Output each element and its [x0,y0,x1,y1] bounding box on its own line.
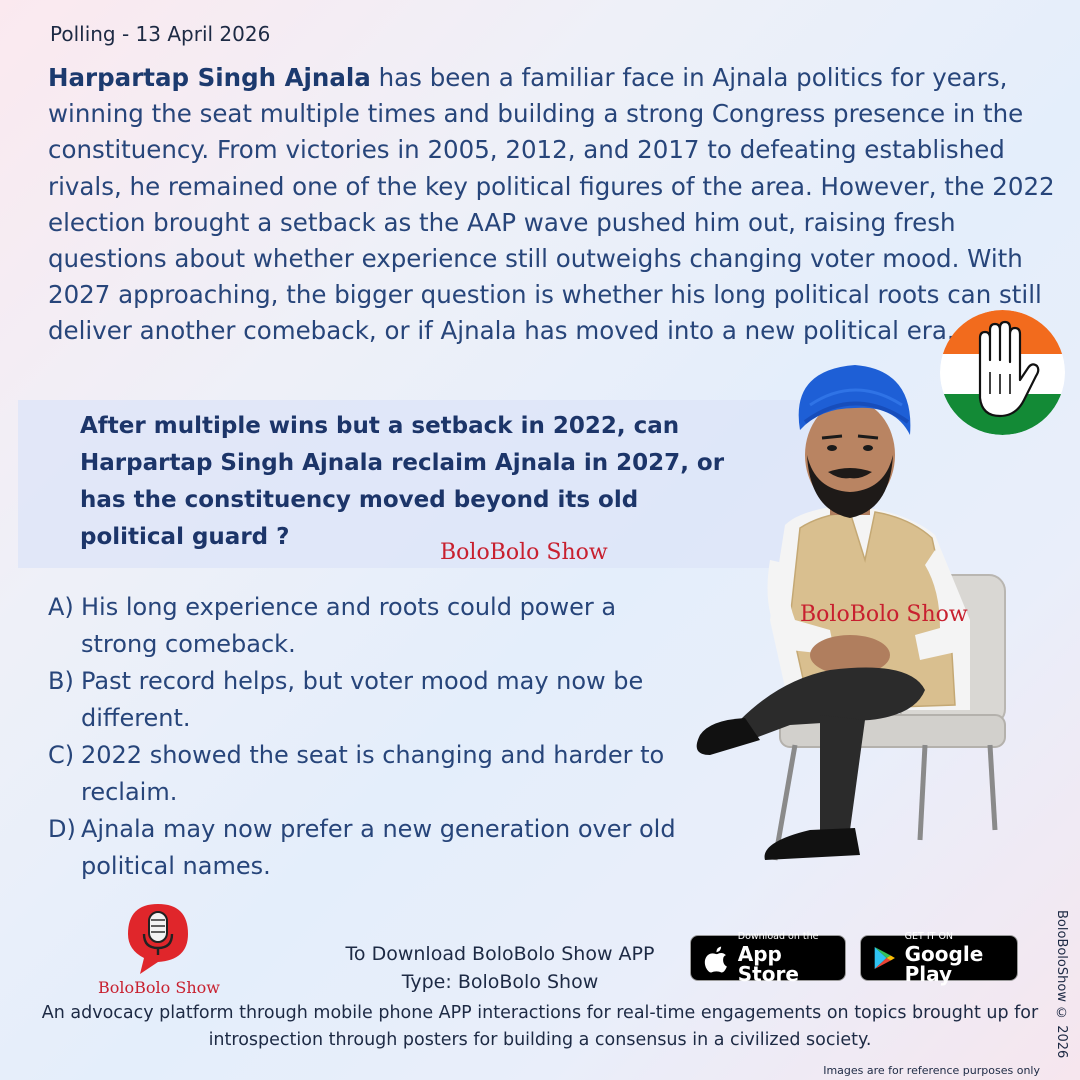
poll-question: After multiple wins but a setback in 2022, can Harpartap Singh Ajnala reclaim Ajnala in 2027, or has the constituency moved beyond its old political guard ? [80,413,725,550]
option-d[interactable] [48,811,688,885]
download-line-1: To Download BoloBolo Show APP [345,943,655,965]
candidate-name: Harpartap Singh Ajnala [48,63,371,92]
option-letter: D) [48,815,76,843]
candidate-illustration [670,360,1030,900]
app-store-button[interactable] [690,931,846,986]
option-letter: C) [48,741,75,769]
intro-paragraph [48,60,1058,350]
brand-name: BoloBolo Show [98,978,220,997]
copyright-vertical: BoloBoloShow © 2026 [1054,910,1069,1059]
app-store-small-text: Download on the [737,931,819,943]
option-text: His long experience and roots could power a strong comeback. [81,593,617,658]
brand-watermark-person: BoloBolo Show [800,602,968,627]
option-letter: A) [48,593,74,621]
disclaimer: Images are for reference purposes only [823,1064,1040,1077]
brand-watermark: BoloBolo Show [440,540,608,565]
option-b[interactable] [48,663,688,737]
poll-options [48,589,688,885]
option-a[interactable] [48,589,688,663]
option-text: 2022 showed the seat is changing and harder to reclaim. [81,741,665,806]
apple-icon [703,942,730,974]
option-c[interactable] [48,737,688,811]
poll-date: Polling - 13 April 2026 [50,22,271,46]
intro-text: has been a familiar face in Ajnala politics for years, winning the seat multiple times and building a strong Congress presence in the constituency. From victories in 2005, 2012, and 2017 to defeating established rivals, he remained one of the key political figures of the area. However, the 2022 election brought a setback as the AAP wave pushed him out, raising fresh questions about whether experience still outweighs changing voter mood. With 2027 approaching, the bigger question is whether his long political roots can still deliver another comeback, or if Ajnala has moved into a new political era. [48,63,1055,346]
google-play-icon [873,943,897,973]
download-line-2: Type: BoloBolo Show [401,971,599,993]
microphone-logo-icon [118,898,198,978]
download-instructions [320,940,680,996]
app-store-big-text: App Store [737,941,799,986]
option-text: Past record helps, but voter mood may now be different. [81,667,644,732]
option-text: Ajnala may now prefer a new generation over old political names. [81,815,676,880]
platform-tagline: An advocacy platform through mobile phone APP interactions for real-time engagements on topics brought up for introspection through posters for building a consensus in a civilized society. [41,1003,1039,1050]
google-play-big-text: Google Play [904,941,984,986]
option-letter: B) [48,667,74,695]
google-play-button[interactable] [860,931,1018,986]
google-play-small-text: GET IT ON [904,931,954,943]
